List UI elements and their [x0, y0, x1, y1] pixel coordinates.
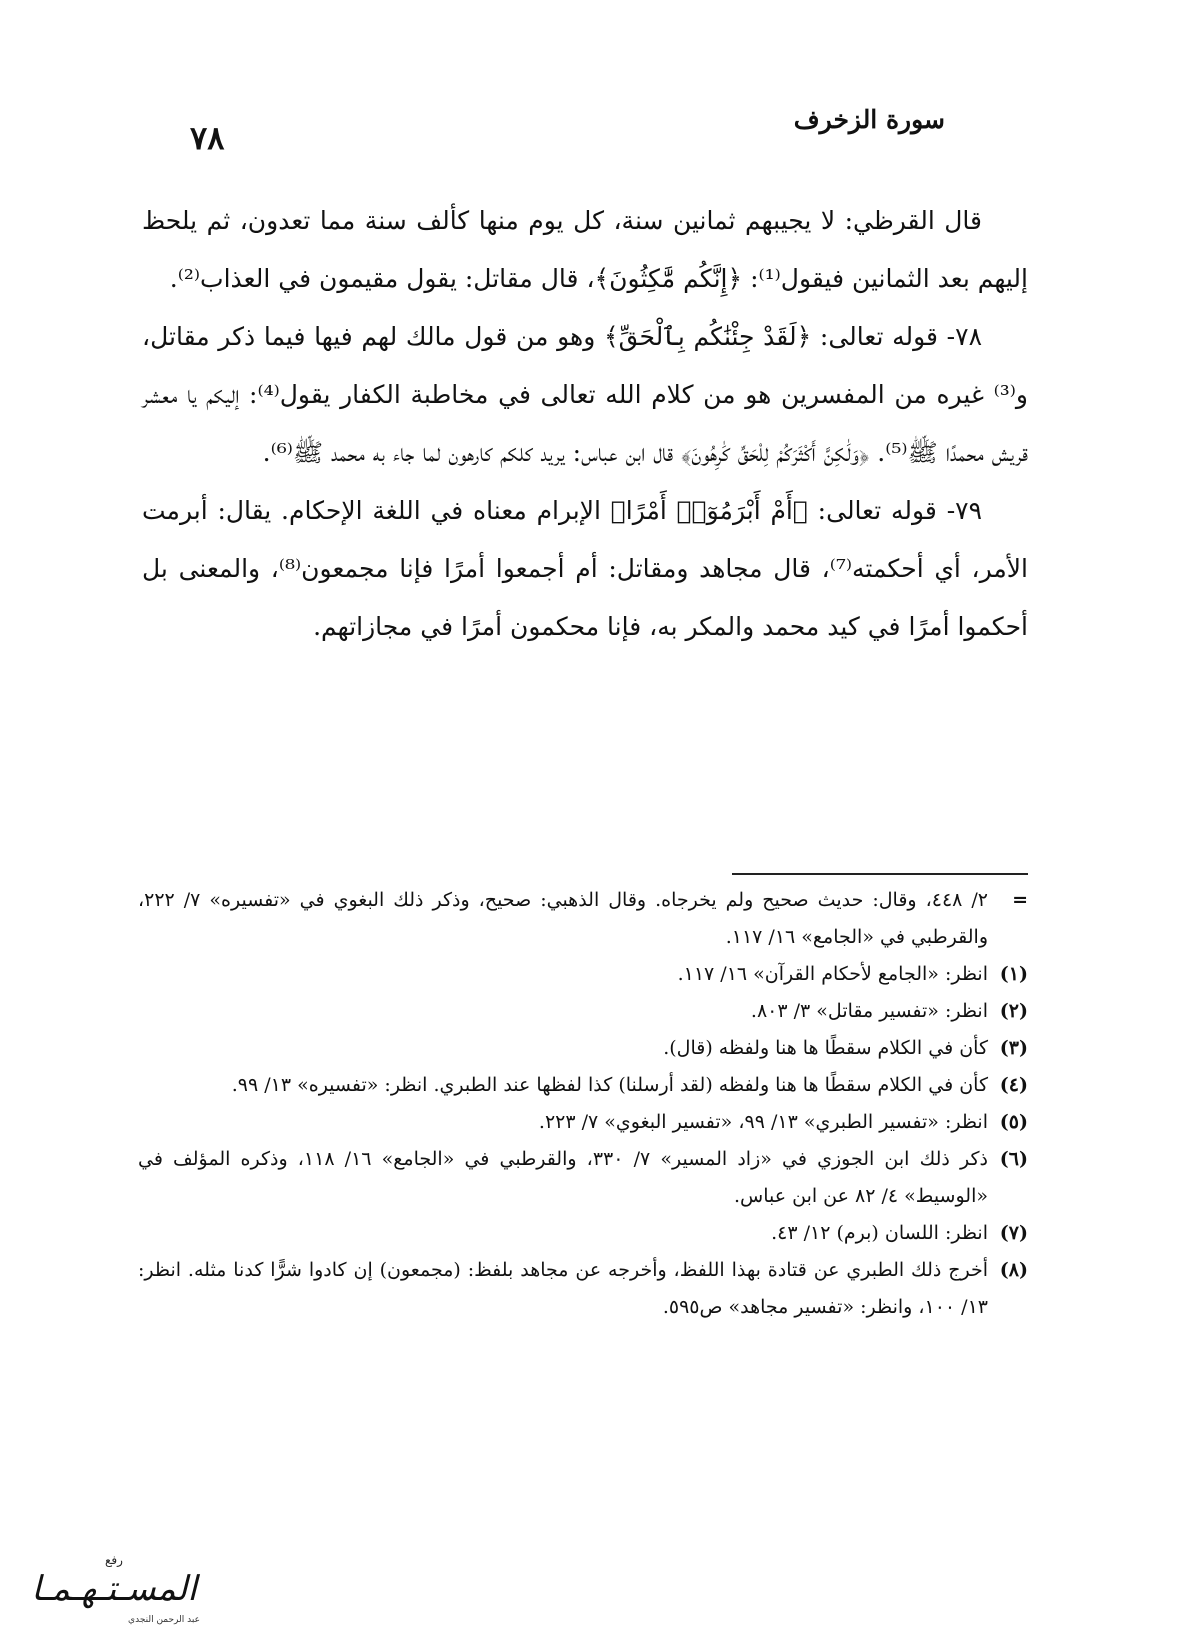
footnote-5	[138, 1104, 1028, 1141]
footnote-mark: (١)	[999, 963, 1028, 985]
footnote-mark: (٥)	[999, 1111, 1028, 1133]
footnote-text: كأن في الكلام سقطًا ها هنا ولفظه (لقد أرسلنا) كذا لفظها عند الطبري. انظر: «تفسيره» ١٣/ ٩٩.	[231, 1074, 988, 1096]
footnote-1	[138, 956, 1028, 993]
footnote-mark: (٦)	[999, 1148, 1028, 1170]
footnote-separator	[732, 873, 1028, 875]
footnote-text: انظر: «تفسير مقاتل» ٣/ ٨٠٣.	[750, 1000, 988, 1022]
page-number: ٧٨	[190, 119, 225, 157]
footnote-text: انظر: «تفسير الطبري» ١٣/ ٩٩، «تفسير البغوي» ٧/ ٢٢٣.	[538, 1111, 988, 1133]
footnote-text: انظر: اللسان (برم) ١٢/ ٤٣.	[771, 1222, 988, 1244]
footnote-text: ٢/ ٤٤٨، وقال: حديث صحيح ولم يخرجاه. وقال الذهبي: صحيح، وذكر ذلك البغوي في «تفسيره» ٧/ ٢٢٢، والقرطبي في «الجامع» ١٦/ ١١٧.	[138, 889, 988, 948]
footnote-text: أخرج ذلك الطبري عن قتادة بهذا اللفظ، وأخرجه عن مجاهد بلفظ: (مجمعون) إن كادوا شرًّا كدنا مثله. انظر: ١٣/ ١٠٠، وانظر: «تفسير مجاهد» ص٥٩٥.	[138, 1259, 988, 1318]
stamp-sub-text: عبد الرحمن النجدي	[128, 1615, 200, 1625]
stamp-small-text: رفع	[105, 1553, 123, 1567]
paragraph-1: قال القرظي: لا يجيبهم ثمانين سنة، كل يوم منها كألف سنة مما تعدون، ثم يلحظ إليهم بعد الثمانين فيقول⁽¹⁾: ﴿إِنَّكُم مَّٰكِثُونَ﴾، قال مقاتل: يقول مقيمون في العذاب⁽²⁾.	[142, 206, 1028, 293]
paragraph-verse-78: ٧٨- قوله تعالى: ﴿لَقَدْ جِئْنَٰكُم بِٱلْحَقِّ﴾ وهو من قول مالك لهم فيها فيما ذكر مقاتل، و⁽³⁾ غيره من المفسرين هو من كلام الله تعالى في مخاطبة الكفار يقول⁽⁴⁾: إليكم يا معشر قريش محمدًا ﷺ⁽⁵⁾. ﴿وَلَٰكِنَّ أَكْثَرَكُمْ لِلْحَقِّ كَٰرِهُونَ﴾ قال ابن عباس: يريد كلكم كارهون لما جاء به محمد ﷺ⁽⁶⁾.	[142, 322, 1029, 467]
footnote-mark: (٤)	[999, 1074, 1028, 1096]
footnote-8	[138, 1252, 1028, 1326]
footnote-mark: (٧)	[999, 1222, 1028, 1244]
footnote-text: ذكر ذلك ابن الجوزي في «زاد المسير» ٧/ ٣٣٠، والقرطبي في «الجامع» ١٦/ ١١٨، وذكره المؤلف في «الوسيط» ٤/ ٨٢ عن ابن عباس.	[138, 1148, 988, 1207]
library-stamp-logo	[14, 1548, 214, 1628]
stamp-main-text: المسـتـهـمـا	[31, 1569, 197, 1609]
footnotes-section	[138, 882, 1028, 1326]
paragraph-verse-79: ٧٩- قوله تعالى: ﴿أَمْ أَبْرَمُوٓا۟ أَمْرًا﴾ الإبرام معناه في اللغة الإحكام. يقال: أبرمت الأمر، أي أحكمته⁽⁷⁾، قال مجاهد ومقاتل: أم أجمعوا أمرًا فإنا مجمعون⁽⁸⁾، والمعنى بل أحكموا أمرًا في كيد محمد والمكر به، فإنا محكمون أمرًا في مجازاتهم.	[142, 496, 1028, 641]
footnote-mark: =	[1012, 889, 1028, 911]
page-header	[190, 105, 945, 157]
footnote-mark: (٣)	[999, 1037, 1028, 1059]
footnote-2	[138, 993, 1028, 1030]
footnote-6	[138, 1141, 1028, 1215]
footnote-4	[138, 1067, 1028, 1104]
footnote-7	[138, 1215, 1028, 1252]
main-text	[142, 192, 1028, 656]
footnote-mark: (٨)	[999, 1259, 1028, 1281]
footnote-mark: (٢)	[999, 1000, 1028, 1022]
footnote-3	[138, 1030, 1028, 1067]
surah-title: سورة الزخرف	[793, 105, 945, 134]
footnote-text: انظر: «الجامع لأحكام القرآن» ١٦/ ١١٧.	[677, 963, 988, 985]
footnote-text: كأن في الكلام سقطًا ها هنا ولفظه (قال).	[663, 1037, 988, 1059]
footnote-continuation	[138, 882, 1028, 956]
